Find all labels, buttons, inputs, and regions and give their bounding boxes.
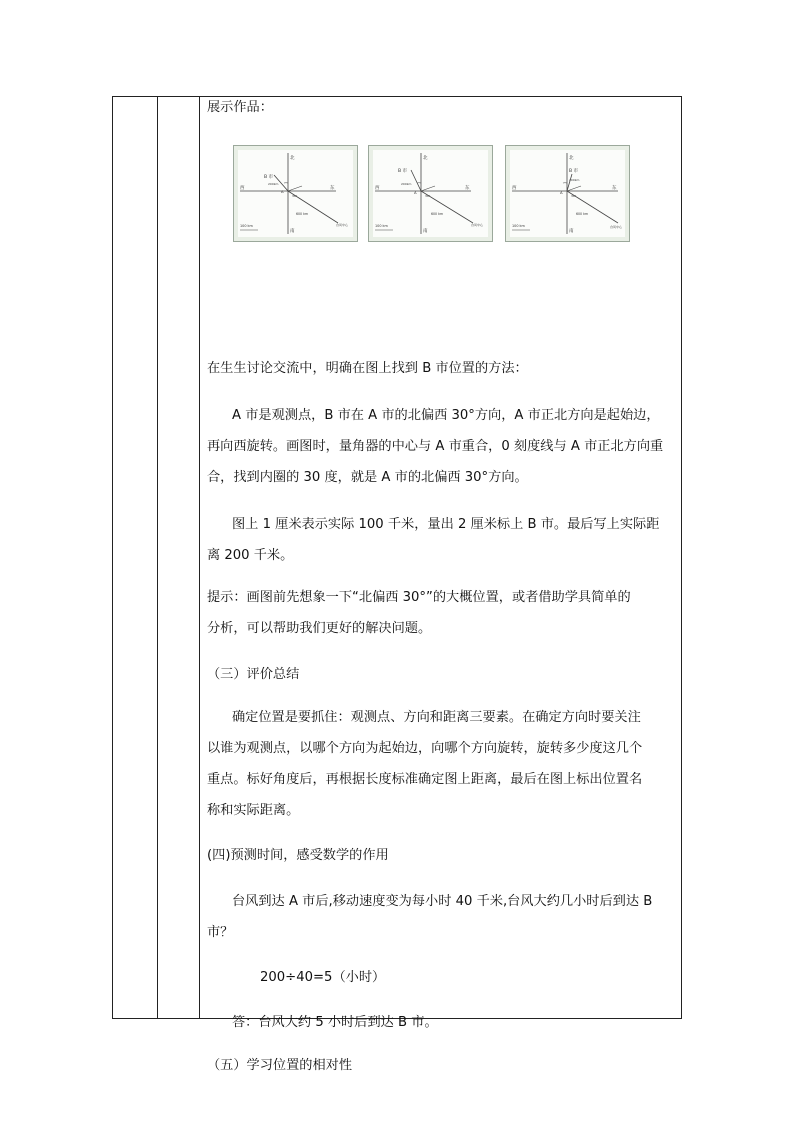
direction-diagram-2 (373, 150, 488, 237)
fig1-typhoon-center: 台风中心 (336, 223, 349, 227)
discussion-text: 在生生讨论交流中，明确在图上找到 B 市位置的方法： (207, 361, 528, 376)
fig3-scale-label: 100 km (512, 224, 525, 228)
fig2-east-label: 东 (465, 186, 470, 191)
fig2-a-city-label: A (414, 190, 417, 195)
fig1-a-city-label: A (281, 189, 284, 194)
method-line-3: 合，找到内圈的 30 度，就是 A 市的北偏西 30°方向。 (207, 470, 528, 485)
fig1-south-label: 南 (290, 229, 295, 234)
student-work-figure-1 (233, 145, 358, 242)
fig1-angle-30: 30° (292, 194, 298, 198)
scale-line-2: 离 200 千米。 (207, 548, 294, 563)
method-line-1: A 市是观测点，B 市在 A 市的北偏西 30°方向，A 市正北方向是起始边， (232, 408, 660, 423)
student-work-figure-2 (368, 145, 493, 242)
fig2-b-city-label: B 市 (398, 169, 408, 174)
fig2-distance-200: 200km (401, 182, 412, 186)
fig3-angle-30: 30° (571, 194, 577, 198)
fig1-east-label: 东 (330, 186, 335, 191)
fig1-distance-600: 600 km (296, 212, 309, 216)
summary-line-1: 确定位置是要抓住：观测点、方向和距离三要素。在确定方向时要关注 (232, 710, 641, 725)
fig3-distance-200: 200km (569, 178, 580, 182)
fig3-south-label: 南 (569, 229, 574, 234)
fig1-west-label: 西 (240, 186, 245, 191)
fig1-distance-200: 200km (268, 182, 279, 186)
fig3-east-label: 东 (612, 186, 617, 191)
section4-heading: (四)预测时间，感受数学的作用 (207, 848, 389, 863)
show-works-heading: 展示作品： (207, 100, 273, 115)
fig3-a-city-label: A (560, 190, 563, 195)
student-work-figure-3 (505, 145, 630, 242)
tip-line-2: 分析，可以帮助我们更好的解决问题。 (207, 621, 432, 636)
fig3-distance-600: 600 km (576, 212, 589, 216)
fig2-angle-30: 30° (425, 194, 431, 198)
equation: 200÷40=5（小时） (260, 970, 386, 985)
fig2-west-label: 西 (375, 186, 380, 191)
section3-heading: （三）评价总结 (207, 667, 300, 682)
column-divider-1 (157, 97, 158, 1018)
fig2-typhoon-center: 台风中心 (471, 223, 484, 227)
question-line-1: 台风到达 A 市后,移动速度变为每小时 40 千米,台风大约几小时后到达 B (232, 894, 653, 909)
question-line-2: 市？ (207, 925, 234, 940)
fig2-distance-600: 600 km (431, 212, 444, 216)
fig2-south-label: 南 (423, 229, 428, 234)
scale-line-1: 图上 1 厘米表示实际 100 千米，量出 2 厘米标上 B 市。最后写上实际距 (232, 517, 660, 532)
fig1-scale-label: 100 km (240, 224, 253, 228)
fig1-b-city-label: B 市 (264, 175, 274, 180)
summary-line-2: 以谁为观测点，以哪个方向为起始边，向哪个方向旋转，旋转多少度这几个 (207, 741, 643, 756)
answer: 答：台风大约 5 小时后到达 B 市。 (232, 1015, 438, 1030)
method-line-2: 再向西旋转。画图时，量角器的中心与 A 市重合，0 刻度线与 A 市正北方向重 (207, 439, 664, 454)
fig3-typhoon-center: 台风中心 (610, 225, 623, 229)
direction-diagram-3 (510, 150, 625, 237)
fig1-north-label: 北 (290, 156, 295, 161)
section5-heading: （五）学习位置的相对性 (207, 1058, 353, 1073)
summary-line-3: 重点。标好角度后，再根据长度标准确定图上距离，最后在图上标出位置名 (207, 772, 643, 787)
fig2-north-label: 北 (423, 156, 428, 161)
fig3-west-label: 西 (512, 186, 517, 191)
direction-diagram-1 (238, 150, 353, 237)
fig3-b-city-label: B 市 (569, 169, 579, 174)
column-divider-2 (199, 97, 200, 1018)
tip-line-1: 提示：画图前先想象一下“北偏西 30°”的大概位置，或者借助学具简单的 (207, 590, 631, 605)
fig2-scale-label: 100 km (375, 224, 388, 228)
summary-line-4: 称和实际距离。 (207, 803, 300, 818)
fig3-north-label: 北 (569, 156, 574, 161)
